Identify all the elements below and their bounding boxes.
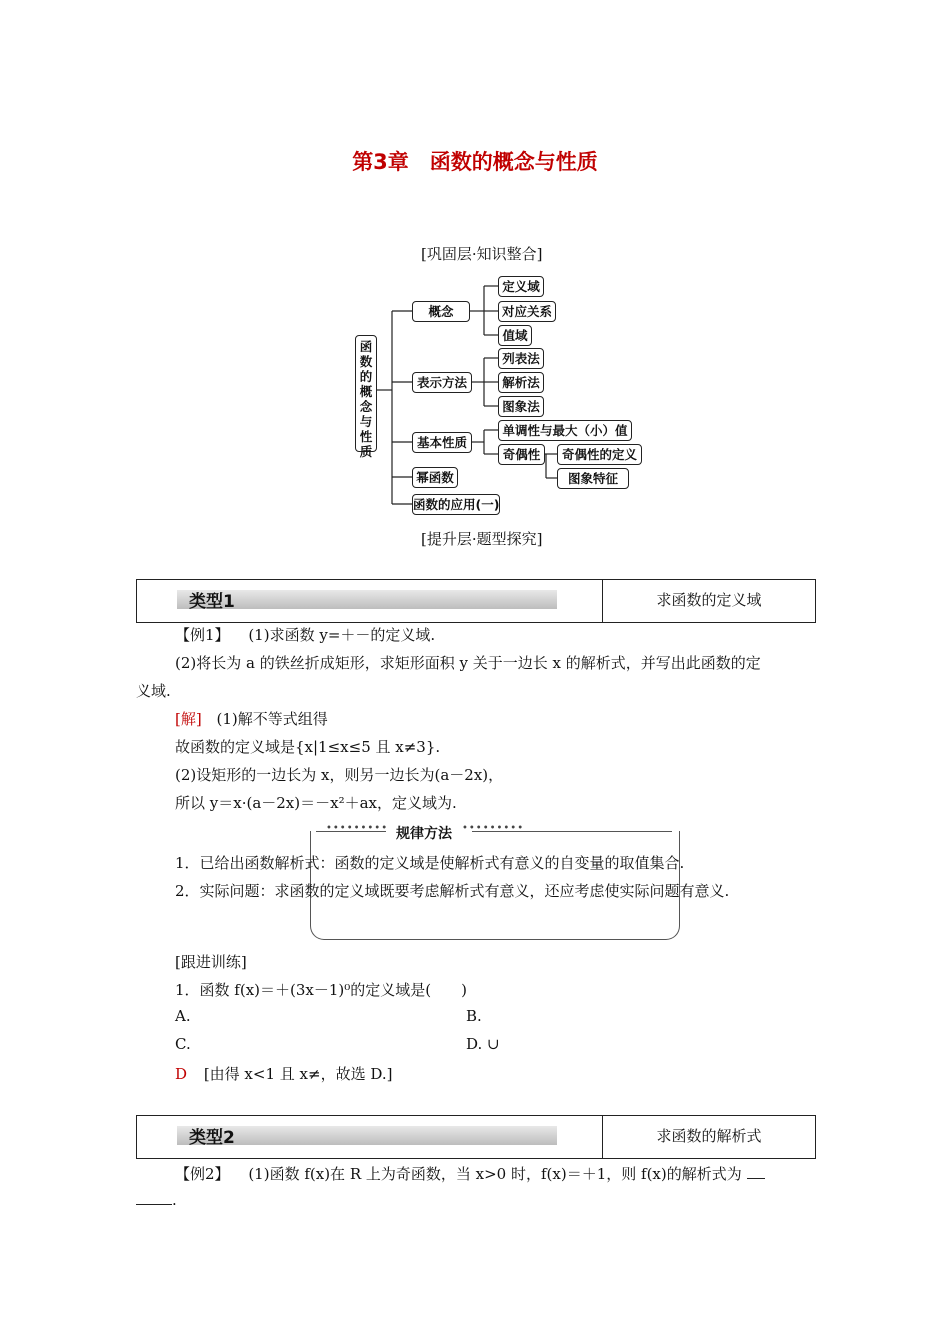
method-dots-left: ••••••••• (326, 823, 389, 834)
type2-header (136, 1115, 816, 1159)
mind-map-connectors (0, 0, 950, 540)
example2-blank-end (136, 1204, 172, 1205)
example2-line2 (136, 1191, 177, 1209)
solution1-line1 (175, 708, 328, 729)
node-representation: 表示方法 (412, 372, 472, 393)
node-parity: 奇偶性 (498, 444, 545, 465)
type2-topic: 求函数的解析式 (656, 1127, 762, 1145)
choice-a: A. (175, 1007, 191, 1025)
practice-heading: [跟进训练] (175, 953, 247, 971)
solution1-line3: (2)设矩形的一边长为 x，则另一边长为(a－2x)， (175, 766, 504, 784)
example1-line3: 义域. (136, 682, 171, 700)
method-item-2: 2．实际问题：求函数的定义域既要考虑解析式有意义，还应考虑使实际问题有意义. (175, 882, 730, 900)
method-item-1: 1．已给出函数解析式：函数的定义域是使解析式有意义的自变量的取值集合. (175, 854, 685, 872)
solution1-line2: 故函数的定义域是{x|1≤x≤5 且 x≠3}. (175, 738, 441, 756)
example2-text: (1)函数 f(x)在 R 上为奇函数，当 x>0 时，f(x)＝＋1，则 f(x)的解析式为 (248, 1165, 742, 1183)
practice-answer (175, 1063, 392, 1084)
node-mapping: 对应关系 (498, 301, 556, 322)
node-range: 值域 (498, 325, 532, 346)
mind-map-root (355, 335, 377, 459)
example2-line1 (175, 1163, 765, 1184)
node-concept: 概念 (412, 301, 470, 322)
method-title: 规律方法 (396, 826, 452, 842)
type1-label: 类型1 (189, 592, 235, 612)
choice-d: D. ∪ (466, 1035, 500, 1053)
node-analytic-method: 解析法 (498, 372, 544, 393)
node-application: 函数的应用(一) (412, 494, 500, 515)
type1-topic: 求函数的定义域 (656, 591, 762, 609)
node-graph-method: 图象法 (498, 396, 544, 417)
example1-line2: (2)将长为 a 的铁丝折成矩形，求矩形面积 y 关于一边长 x 的解析式，并写出此函数的定 (175, 654, 761, 672)
example1-line1 (175, 624, 435, 645)
answer-letter: D (175, 1065, 188, 1083)
solution-tag: [解] (175, 710, 202, 728)
practice-question: 1．函数 f(x)＝＋(3x－1)⁰的定义域是( ) (175, 981, 467, 999)
choice-b: B. (466, 1007, 482, 1025)
mind-map-root-label: 函数的概念与性质 (359, 339, 373, 459)
example2-period: . (172, 1191, 177, 1209)
solution1-line4: 所以 y＝x·(a－2x)＝－x²＋ax，定义域为. (175, 794, 457, 812)
node-table-method: 列表法 (498, 348, 544, 369)
node-parity-definition: 奇偶性的定义 (557, 444, 642, 465)
solution1-part1: (1)解不等式组得 (216, 710, 328, 728)
answer-explanation: [由得 x<1 且 x≠，故选 D.] (203, 1065, 393, 1083)
section-heading-consolidation: [巩固层·知识整合] (421, 245, 543, 263)
example1-tag: 【例1】 (175, 626, 230, 644)
node-basic-properties: 基本性质 (412, 432, 472, 453)
type2-label: 类型2 (189, 1128, 235, 1148)
example1-part1: (1)求函数 y=＋－的定义域. (248, 626, 436, 644)
example2-blank-start (747, 1178, 765, 1179)
section-heading-improvement: [提升层·题型探究] (421, 530, 543, 548)
node-power-function: 幂函数 (412, 467, 458, 488)
choice-c: C. (175, 1035, 191, 1053)
type1-header (136, 579, 816, 623)
node-monotonicity: 单调性与最大（小）值 (498, 420, 632, 441)
method-dots-right: ••••••••• (462, 823, 525, 834)
example2-tag: 【例2】 (175, 1165, 230, 1183)
node-domain: 定义域 (498, 276, 544, 297)
chapter-title: 第3章 函数的概念与性质 (352, 150, 598, 174)
node-graph-features: 图象特征 (557, 468, 629, 489)
